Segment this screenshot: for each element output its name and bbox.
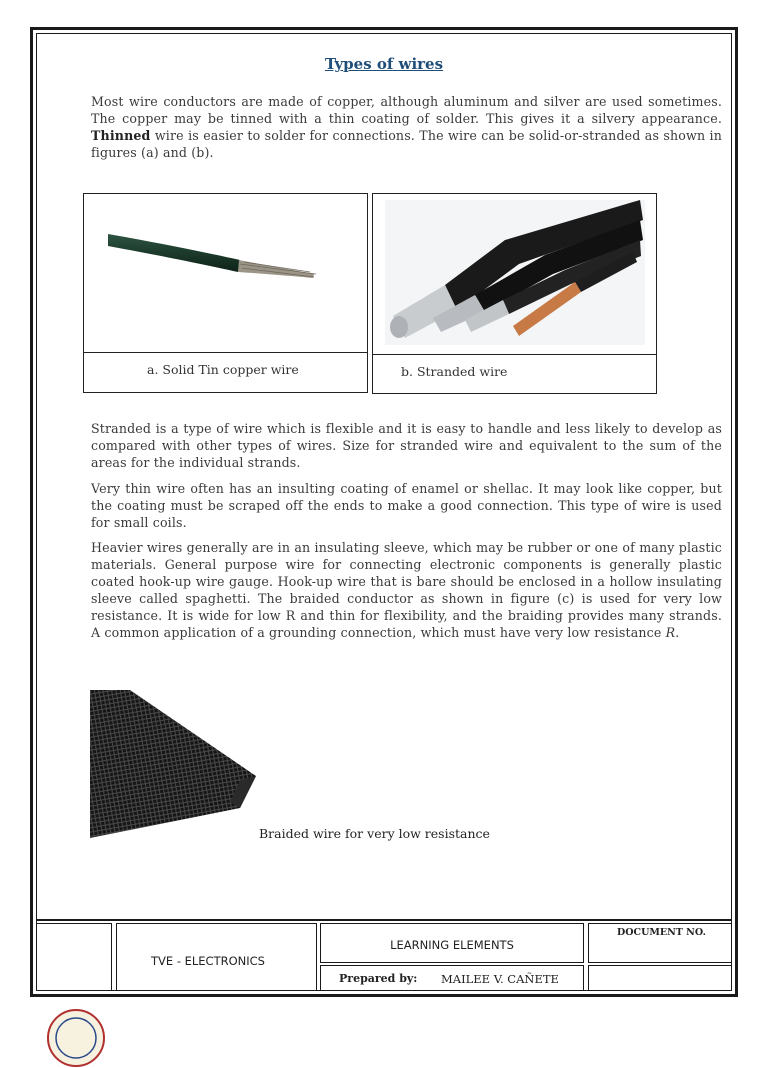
paragraph-stranded: Stranded is a type of wire which is flexible and it is easy to handle and less likely to develop as compared with other types of wires. Size for stranded wire and equivalent to the sum of the areas for the individual strands. — [91, 421, 722, 470]
footer-empty-cell — [588, 965, 732, 991]
department-label: TVE - ELECTRONICS — [151, 954, 265, 968]
page-title: Types of wires — [324, 55, 444, 73]
footer-logo-cell — [36, 923, 112, 991]
paragraph-heavier-wires — [91, 539, 722, 641]
paragraph-heavier-text: Heavier wires generally are in an insulating sleeve, which may be rubber or one of many plastic materials. General purpose wire for connecting electronic components is generally plastic coated hook-up wire gauge. Hook-up wire that is bare should be enclosed in a hollow insulating sleeve called spaghetti. The braided conductor as shown in figure (c) is used for very low resistance. It is wide for low R and thin for flexibility, and the braiding provides many strands. A common application of a grounding connection, which must have very low resistance — [91, 540, 722, 640]
figure-b-divider — [373, 354, 656, 355]
braided-wire-image — [90, 690, 258, 838]
figure-a-box — [83, 193, 368, 393]
prepared-by-label: Prepared by: — [339, 972, 418, 985]
section-label: LEARNING ELEMENTS — [390, 938, 514, 952]
figure-b-caption: b. Stranded wire — [401, 364, 508, 379]
paragraph-intro — [91, 93, 722, 161]
braided-wire-caption: Braided wire for very low resistance — [259, 826, 490, 841]
resistance-symbol: R — [665, 625, 676, 640]
prepared-by-name: MAILEE V. CAÑETE — [441, 972, 559, 986]
figure-a-caption: a. Solid Tin copper wire — [147, 362, 299, 377]
paragraph-heavier-end: . — [675, 625, 680, 640]
footer-top-line — [36, 919, 732, 921]
footer-department-cell — [116, 923, 317, 991]
stranded-wire-image — [385, 200, 645, 345]
document-footer — [36, 919, 732, 991]
paragraph-intro-part1: Most wire conductors are made of copper, although aluminum and silver are used sometimes. The copper may be tinned with a thin coating of solder. This gives it a silvery appearance. — [91, 94, 722, 126]
solid-wire-image — [84, 194, 367, 350]
footer-document-no-cell — [588, 923, 732, 963]
footer-prepared-cell — [320, 965, 584, 991]
paragraph-thin-wire: Very thin wire often has an insulting coating of enamel or shellac. It may look like copper, but the coating must be scraped off the ends to make a good connection. This type of wire is used for small coils. — [91, 481, 722, 530]
figure-b-box — [372, 193, 657, 394]
thinned-bold: Thinned — [91, 128, 151, 143]
paragraph-intro-part2: wire is easier to solder for connections. The wire can be solid-or-stranded as shown in figures (a) and (b). — [91, 128, 722, 160]
document-no-label: DOCUMENT NO. — [617, 927, 706, 938]
footer-section-cell — [320, 923, 584, 963]
school-seal-logo — [46, 1008, 106, 1068]
figure-a-divider — [84, 352, 367, 353]
